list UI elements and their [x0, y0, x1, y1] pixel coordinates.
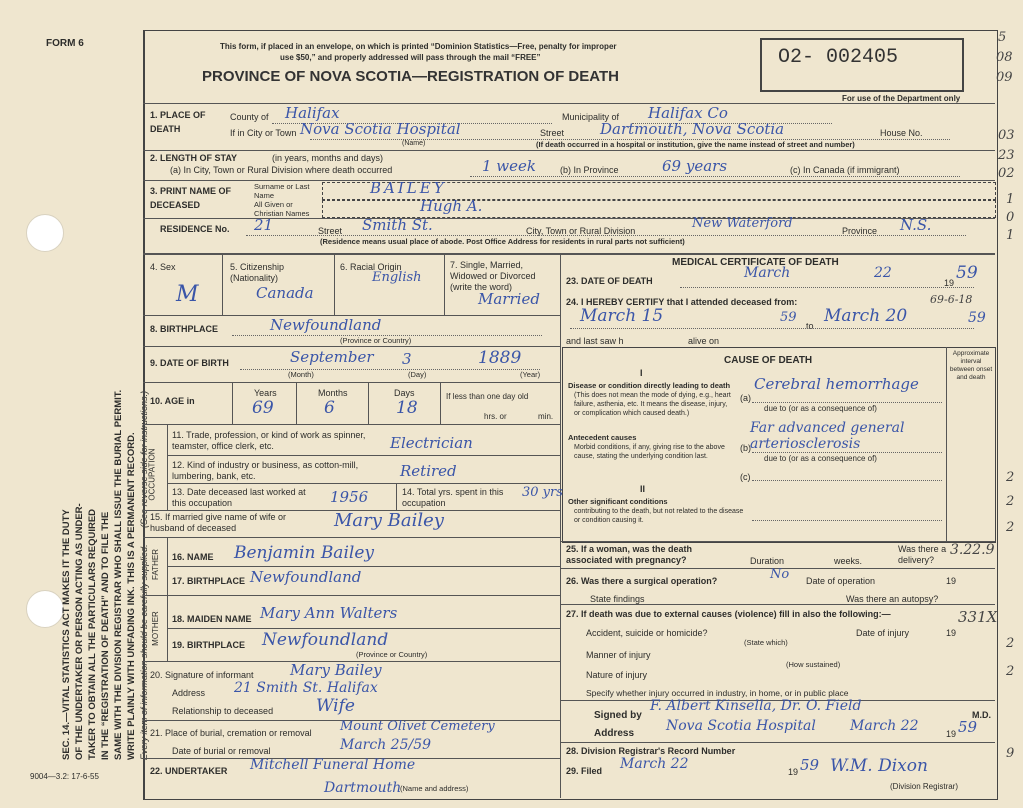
- autopsy-label: Was there an autopsy?: [846, 594, 939, 604]
- side-line-2: OF THE UNDERTAKER OR PERSON ACTING AS UNDER-: [74, 503, 85, 760]
- side-line-4: IN THE “REGISTRATION OF DEATH” AND TO FILE THE: [100, 511, 111, 760]
- center-divider: [560, 253, 561, 798]
- divider: [396, 483, 397, 510]
- house-label: House No.: [880, 128, 923, 138]
- birthplace-value: Newfoundland: [270, 316, 382, 334]
- industry-value: Retired: [400, 462, 457, 480]
- form-code: 9004—3.2: 17-6-55: [30, 772, 99, 781]
- burial-date-label: Date of burial or removal: [172, 746, 271, 756]
- margin-code: 5: [998, 30, 1007, 45]
- year-sublabel: (Year): [520, 370, 541, 379]
- punch-hole-bottom: [26, 590, 64, 628]
- roman-one: I: [640, 368, 643, 378]
- to-label: to: [806, 321, 814, 331]
- findings-label: State findings: [590, 594, 645, 604]
- s26-label: 26. Was there a surgical operation?: [566, 576, 718, 586]
- margin-code: 1: [1006, 228, 1015, 243]
- mother-side-label: MOTHER: [150, 611, 160, 646]
- cod-a-label: (a): [740, 393, 751, 403]
- s29-label: 29. Filed: [566, 766, 603, 776]
- hrs-label: hrs. or: [484, 412, 507, 421]
- divider: [167, 455, 560, 456]
- city-town-label: If in City or Town: [230, 128, 297, 138]
- undertaker-value: Mitchell Funeral Home: [250, 757, 416, 773]
- nature-label: Nature of injury: [586, 670, 648, 680]
- field-line: [246, 235, 966, 236]
- signed-19: 19: [946, 729, 957, 739]
- dept-use-label: For use of the Department only: [842, 94, 961, 103]
- side-line-8: (See reverse side for instructions.): [139, 390, 149, 528]
- other-significant-note: contributing to the death, but not related to the disease or condition causing it.: [574, 508, 744, 524]
- attended-from-year: 59: [780, 310, 797, 325]
- field-line: [752, 452, 942, 453]
- s16-label: 16. NAME: [172, 552, 214, 562]
- antecedent-label: Antecedent causes: [568, 433, 637, 442]
- divider: [296, 382, 297, 424]
- field-line: [240, 369, 540, 370]
- injury-date-label: Date of injury: [856, 628, 910, 638]
- due-to-label-b: due to (or as a consequence of): [764, 454, 877, 463]
- death-day: 22: [874, 265, 892, 281]
- antecedent-note: Morbid conditions, if any, giving rise to the above cause, stating the underlying condition last.: [574, 444, 725, 460]
- other-significant-label: Other significant conditions: [568, 497, 668, 506]
- street-value: Dartmouth, Nova Scotia: [600, 120, 785, 138]
- operation-19: 19: [946, 576, 957, 586]
- occupation-value: Electrician: [390, 434, 473, 452]
- s17-label: 17. BIRTHPLACE: [172, 576, 246, 586]
- notice-line-1: This form, if placed in an envelope, on which is printed “Dominion Statistics—Free, penalty for improper: [220, 42, 617, 51]
- institution-note: (If death occurred in a hospital or institution, give the name instead of street and number): [536, 140, 855, 149]
- s4-label: 4. Sex: [150, 262, 176, 272]
- days-label: Days: [394, 388, 415, 398]
- division-registrar-label: (Division Registrar): [890, 782, 959, 791]
- field-line: [752, 480, 942, 481]
- attended-from: March 15: [580, 306, 664, 326]
- death-year: 59: [956, 263, 978, 283]
- divider: [167, 483, 560, 484]
- s12-label: 12. Kind of industry or business, as cotton-mill, lumbering, bank, etc.: [172, 460, 359, 481]
- residence-number: 21: [254, 216, 274, 234]
- notice-line-2: use $50,” and properly addressed will pass through the mail “FREE”: [280, 53, 541, 62]
- residence-label: RESIDENCE No.: [160, 224, 230, 234]
- racial-value: English: [372, 270, 422, 285]
- day-sublabel: (Day): [408, 370, 427, 379]
- cod-disease-label: Disease or condition directly leading to death: [568, 381, 731, 390]
- province-value: N.S.: [900, 216, 932, 234]
- s15-label: 15. If married give name of wife or husband of deceased: [150, 512, 287, 533]
- form-label: FORM 6: [46, 38, 84, 49]
- injury-19: 19: [946, 628, 957, 638]
- margin-code: 2: [1006, 664, 1015, 679]
- cod-disease-note: (This does not mean the mode of dying, e.g., heart failure, asthenia, etc. It means the disease, injury, or complication which caused death.): [574, 392, 731, 417]
- father-side-label: FATHER: [150, 549, 160, 580]
- registration-number: O2- 002405: [778, 46, 899, 69]
- divider: [167, 566, 560, 567]
- manner-label: Manner of injury: [586, 650, 651, 660]
- dob-month: September: [290, 348, 374, 366]
- field-line: [570, 328, 974, 329]
- divider: [143, 346, 560, 347]
- place-value: Nova Scotia Hospital: [300, 120, 461, 138]
- residence-street-label: Street: [318, 226, 343, 236]
- burial-date-value: March 25/59: [340, 737, 432, 753]
- filed-year: 59: [800, 756, 820, 774]
- form-title: PROVINCE OF NOVA SCOTIA—REGISTRATION OF DEATH: [202, 68, 619, 85]
- county-label: County of: [230, 112, 269, 122]
- mother-name: Mary Ann Walters: [260, 604, 398, 622]
- field-line: [680, 287, 974, 288]
- informant-value: Mary Bailey: [290, 661, 382, 679]
- surname-label: Surname or Last Name: [254, 182, 310, 200]
- accident-label: Accident, suicide or homicide?: [586, 628, 708, 638]
- margin-code: 1: [1006, 192, 1015, 207]
- father-name: Benjamin Bailey: [234, 543, 374, 563]
- relationship-value: Wife: [316, 696, 355, 716]
- s2a-label: (a) In City, Town or Rural Division where death occurred: [170, 165, 393, 175]
- birthplace-sublabel: (Province or Country): [340, 336, 412, 345]
- s27-label: 27. If death was due to external causes (violence) fill in also the following:—: [566, 609, 891, 619]
- age-months: 6: [324, 398, 335, 418]
- weeks-label: weeks.: [834, 556, 863, 566]
- s28-label: 28. Division Registrar's Record Number: [566, 746, 736, 756]
- divider: [368, 382, 369, 424]
- margin-code: 02: [998, 166, 1015, 181]
- s2c-label: (c) In Canada (if immigrant): [790, 165, 900, 175]
- cause-of-death-title: CAUSE OF DEATH: [724, 355, 813, 366]
- divider: [143, 103, 995, 104]
- due-to-label: due to (or as a consequence of): [764, 404, 877, 413]
- residence-street: Smith St.: [362, 216, 433, 234]
- s11-label: 11. Trade, profession, or kind of work as spinner, teamster, office clerk, etc.: [172, 430, 366, 451]
- divider: [560, 604, 995, 605]
- given-value: Hugh A.: [420, 197, 483, 215]
- s9-label: 9. DATE OF BIRTH: [150, 358, 229, 368]
- field-line: [752, 402, 942, 403]
- name-sublabel: (Name): [402, 140, 426, 147]
- divider: [444, 253, 445, 315]
- father-birthplace: Newfoundland: [250, 568, 362, 586]
- side-line-7: Every item of information should be carefully supplied.: [139, 544, 149, 760]
- dob-year: 1889: [478, 348, 522, 368]
- less-day-label: If less than one day old: [446, 392, 529, 401]
- street-label: Street: [540, 128, 565, 138]
- delivery-label: Was there a delivery?: [898, 544, 947, 565]
- cod-b-label: (b): [740, 443, 751, 453]
- divider: [222, 253, 223, 315]
- residence-city-label: City, Town or Rural Division: [526, 226, 636, 236]
- total-years-value: 30 yrs: [522, 485, 563, 500]
- divider: [143, 595, 560, 596]
- s20-label: 20. Signature of informant: [150, 670, 254, 680]
- side-line-3: TAKER TO OBTAIN ALL THE PARTICULARS REQUIRED: [87, 508, 98, 760]
- signer-value: F. Albert Kinsella, Dr. O. Field: [650, 698, 862, 714]
- s2-desc: (in years, months and days): [272, 153, 384, 163]
- s7-label: 7. Single, Married, Widowed or Divorced (write the word): [450, 260, 536, 292]
- month-sublabel: (Month): [288, 370, 314, 379]
- residence-city: New Waterford: [692, 216, 793, 231]
- sex-value: M: [176, 282, 199, 307]
- last-saw-label: and last saw h: [566, 336, 624, 346]
- province-label: Province: [842, 226, 878, 236]
- cod-c-label: (c): [740, 472, 751, 482]
- signer-address-label: Address: [594, 728, 635, 739]
- margin-code: 2: [1006, 636, 1015, 651]
- margin-code: 9: [1006, 746, 1015, 761]
- divider: [232, 382, 233, 424]
- divider: [143, 537, 560, 538]
- divider: [334, 253, 335, 315]
- s10-label: 10. AGE in: [150, 396, 195, 406]
- roman-two: II: [640, 484, 646, 494]
- divider: [143, 424, 560, 425]
- registrar-signature: W.M. Dixon: [830, 756, 928, 776]
- punch-hole-top: [26, 214, 64, 252]
- age-years: 69: [252, 398, 274, 418]
- s22-label: 22. UNDERTAKER: [150, 766, 228, 776]
- signed-date: March 22: [850, 718, 919, 734]
- attended-to-year: 59: [968, 310, 986, 326]
- spouse-value: Mary Bailey: [334, 510, 444, 531]
- s2b-value: 69 years: [662, 157, 728, 175]
- county-value: Halifax: [285, 104, 340, 122]
- state-which-label: (State which): [744, 638, 788, 647]
- min-label: min.: [538, 412, 554, 421]
- s8-label: 8. BIRTHPLACE: [150, 324, 219, 334]
- s2-label: 2. LENGTH OF STAY: [150, 153, 238, 163]
- s3-label: 3. PRINT NAME OF DECEASED: [150, 186, 232, 210]
- s25-label: 25. If a woman, was the death associated with pregnancy?: [566, 544, 693, 565]
- signed-by-label: Signed by: [594, 710, 642, 721]
- margin-code: 08: [996, 50, 1013, 65]
- s19-label: 19. BIRTHPLACE: [172, 640, 246, 650]
- alive-on-label: alive on: [688, 336, 720, 346]
- name-address-sublabel: (Name and address): [400, 784, 469, 793]
- divider: [167, 628, 560, 629]
- specify-label: Specify whether injury occurred in industry, in home, or in public place: [586, 688, 849, 698]
- relationship-label: Relationship to deceased: [172, 706, 274, 716]
- municipality-value: Halifax Co: [648, 104, 728, 122]
- signed-year: 59: [958, 718, 978, 736]
- field-line: [470, 176, 960, 177]
- divider: [167, 424, 168, 510]
- s6-label: 6. Racial Origin: [340, 262, 402, 272]
- months-label: Months: [318, 388, 348, 398]
- s1-label: 1. PLACE OF DEATH: [150, 110, 206, 134]
- s13-label: 13. Date deceased last worked at this occupation: [172, 487, 306, 508]
- operation-value: No: [770, 567, 790, 582]
- margin-code: 23: [998, 148, 1015, 163]
- divider: [560, 742, 995, 743]
- marital-value: Married: [478, 290, 540, 308]
- s5-label: 5. Citizenship (Nationality): [230, 262, 285, 283]
- s21-label: 21. Place of burial, cremation or removal: [150, 728, 312, 738]
- mother-birthplace-sublabel: (Province or Country): [356, 650, 428, 659]
- dob-day: 3: [402, 350, 412, 368]
- s23-label: 23. DATE OF DEATH: [566, 276, 653, 286]
- municipality-label: Municipality of: [562, 112, 620, 122]
- divider: [560, 541, 995, 542]
- burial-value: Mount Olivet Cemetery: [340, 719, 495, 734]
- interval-label: Approximate interval between onset and death: [949, 350, 993, 381]
- medical-certificate-title: MEDICAL CERTIFICATE OF DEATH: [672, 257, 839, 268]
- s18-label: 18. MAIDEN NAME: [172, 614, 252, 624]
- operation-date-label: Date of operation: [806, 576, 876, 586]
- side-line-1: SEC. 14.—VITAL STATISTICS ACT MAKES IT THE DUTY: [61, 509, 72, 760]
- delivery-note: 3.22.9: [950, 542, 995, 558]
- side-line-6: WRITE PLAINLY WITH UNFADING INK. THIS IS A PERMANENT RECORD.: [126, 432, 137, 760]
- divider: [143, 150, 995, 151]
- signer-address: Nova Scotia Hospital: [666, 718, 816, 734]
- s24-label: 24. I HEREBY CERTIFY that I attended deceased from:: [566, 297, 798, 307]
- md-label: M.D.: [972, 710, 991, 720]
- code-331: 331X: [958, 608, 998, 626]
- divider: [440, 382, 441, 424]
- margin-code: 0: [1006, 210, 1015, 225]
- cod-b-value: Far advanced general arteriosclerosis: [750, 420, 905, 452]
- how-sustained-label: (How sustained): [786, 660, 841, 669]
- address-label: Address: [172, 688, 206, 698]
- field-line: [752, 520, 942, 521]
- margin-code: 2: [1006, 494, 1015, 509]
- duration-label: Duration: [750, 556, 785, 566]
- death-month: March: [744, 265, 791, 281]
- attended-to: March 20: [824, 306, 908, 326]
- age-days: 18: [396, 398, 418, 418]
- last-worked-value: 1956: [330, 488, 369, 506]
- margin-code: 03: [998, 128, 1015, 143]
- filed-date: March 22: [620, 756, 689, 772]
- citizenship-value: Canada: [256, 284, 314, 302]
- margin-code: 2: [1006, 520, 1015, 535]
- side-line-5: SAME WITH THE DIVISION REGISTRAR WHO SHALL ISSUE THE BURIAL PERMIT.: [113, 389, 124, 760]
- informant-address: 21 Smith St. Halifax: [234, 680, 378, 696]
- cod-a-value: Cerebral hemorrhage: [754, 375, 919, 393]
- margin-code: 09: [996, 70, 1013, 85]
- margin-code: 2: [1006, 470, 1015, 485]
- surname-value: BAILEY: [370, 179, 447, 197]
- divider: [143, 382, 560, 383]
- filed-19: 19: [788, 767, 799, 777]
- undertaker-city: Dartmouth: [324, 780, 402, 796]
- residence-note: (Residence means usual place of abode. Post Office Address for residents in rural parts not sufficient): [320, 237, 685, 246]
- s2b-label: (b) In Province: [560, 165, 619, 175]
- divider: [143, 180, 995, 181]
- mother-birthplace: Newfoundland: [262, 630, 389, 650]
- years-label: Years: [254, 388, 277, 398]
- occupation-side-label: OCCUPATION: [147, 448, 157, 501]
- s2a-value: 1 week: [482, 157, 536, 175]
- s14-label: 14. Total yrs. spent in this occupation: [402, 487, 504, 508]
- given-label: All Given or Christian Names: [254, 200, 310, 218]
- death-19: 19: [944, 278, 955, 288]
- marginal-attendance-note: 69-6-18: [930, 293, 973, 306]
- divider: [143, 253, 995, 255]
